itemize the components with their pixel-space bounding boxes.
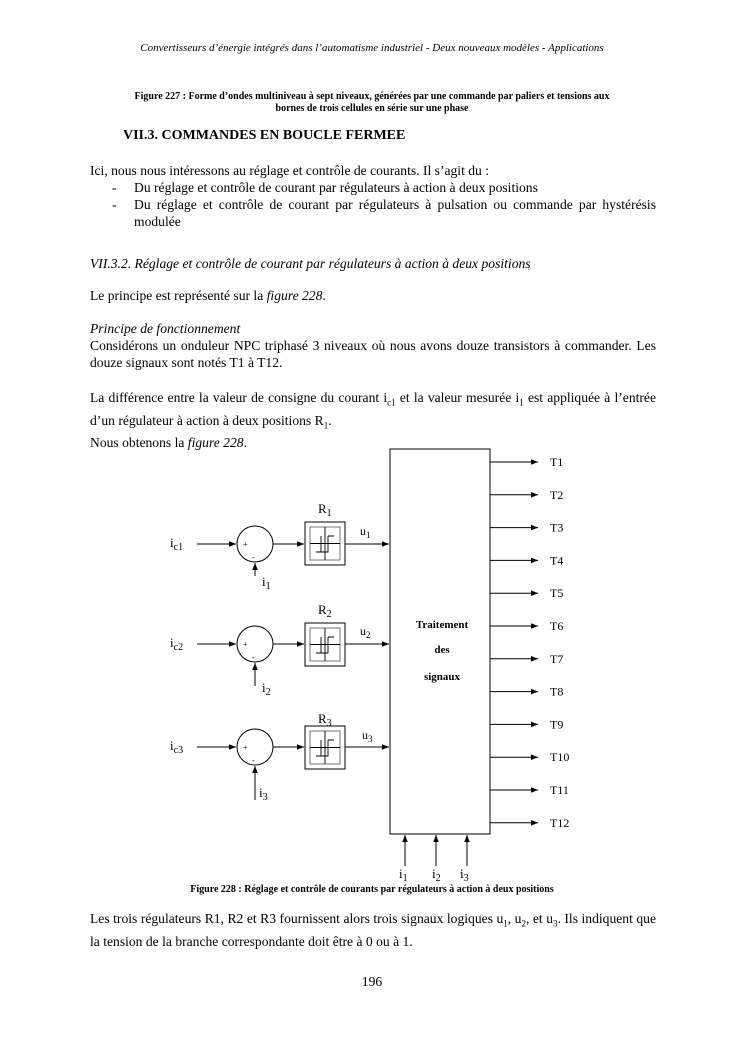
running-header: Convertisseurs d’énergie intégrés dans l’automatisme industriel - Deux nouveaux modèles - Applications <box>140 42 604 54</box>
signal-processing-block <box>390 449 490 834</box>
output-label-t1: T1 <box>550 455 564 469</box>
list-item: - Du réglage et contrôle de courant par régulateurs à action à deux positions <box>90 179 656 196</box>
obtain-text: Nous obtenons la <box>90 435 188 451</box>
symbol-r-sub: 1 <box>323 420 329 431</box>
channel-2 <box>170 602 389 698</box>
output-signals <box>490 455 569 830</box>
block-label-line-3: signaux <box>423 671 461 683</box>
operation-heading: Principe de fonctionnement <box>90 321 241 336</box>
difference-text: . <box>328 412 332 428</box>
output-label-t11: T11 <box>550 783 569 797</box>
conclusion-text: Les trois régulateurs R1, R2 et R3 fournissent alors trois signaux logiques u <box>90 911 504 926</box>
bottom-inputs <box>399 835 469 884</box>
conclusion-text: . Ils indiquent que la tension de la branche correspondante doit être à 0 ou à 1. <box>90 911 656 949</box>
principle-text: Le principe est représenté sur la <box>90 288 267 303</box>
plus-sign: + <box>243 540 248 549</box>
output-label-t6: T6 <box>550 619 564 633</box>
output-label-t12: T12 <box>550 815 570 830</box>
operation-text: Considérons un onduleur NPC triphasé 3 niveaux où nous avons douze transistors à commander. Les douze signaux sont notés T1 à T12. <box>90 338 656 370</box>
channel-3 <box>170 711 389 803</box>
figure-reference: figure 228 <box>266 288 323 303</box>
output-label-t2: T2 <box>550 487 564 502</box>
symbol-r: R <box>314 412 324 428</box>
block-label-line-1: Traitement <box>415 619 469 631</box>
figure-227-caption-line-1: Figure 227 : Forme d’ondes multiniveau à sept niveaux, générées par une commande par paliers et tensions aux <box>134 91 610 102</box>
input-i2-label: $i_2$ <box>432 866 441 884</box>
output-label-t3: T3 <box>550 520 564 535</box>
input-i3-label: $i_3$ <box>460 866 469 884</box>
input-i1-label: $i_1$ <box>399 866 408 884</box>
plus-sign: + <box>243 640 248 649</box>
setpoint-ic1-label: $i_{c1}$ <box>170 535 184 553</box>
minus-sign: - <box>252 653 255 662</box>
signal-u1-label: $u_1$ <box>360 524 371 540</box>
output-label-t5: T5 <box>550 586 564 601</box>
difference-text: et la valeur mesurée <box>395 390 516 405</box>
plus-sign: + <box>243 743 248 752</box>
minus-sign: - <box>252 553 255 562</box>
page-number: 196 <box>361 974 383 989</box>
conclusion-text: , et u <box>525 911 553 926</box>
list-item: - Du réglage et contrôle de courant par régulateurs à pulsation ou commande par hystérésis modulée <box>90 196 656 230</box>
output-label-t4: T4 <box>550 553 564 568</box>
difference-text: est appliquée à l’entrée d’un régulateur à action à deux positions <box>90 390 656 428</box>
block-label-line-2: des <box>434 644 450 656</box>
obtain-end: . <box>243 435 247 451</box>
intro-text: Ici, nous nous intéressons au réglage et contrôle de courants. Il s’agit du : <box>90 163 490 178</box>
figure-227-caption-line-2: bornes de trois cellules en série sur une phase <box>275 103 469 114</box>
subscript: 1 <box>503 918 508 929</box>
principle-end: . <box>322 288 326 303</box>
subsection-title: VII.3.2. Réglage et contrôle de courant par régulateurs à action à deux positions <box>90 256 531 271</box>
symbol-i: i <box>515 390 520 405</box>
figure-228-caption: Figure 228 : Réglage et contrôle de courants par régulateurs à action à deux positions <box>190 884 554 895</box>
setpoint-ic3-label: $i_{c3}$ <box>170 738 184 756</box>
channel-1 <box>170 501 389 592</box>
measure-i2-label: $i_2$ <box>262 680 271 698</box>
measure-i3-label: $i_3$ <box>259 785 268 803</box>
output-label-t9: T9 <box>550 717 564 732</box>
conclusion-paragraph <box>90 910 656 950</box>
regulator-r2-label: $R_2$ <box>318 602 332 620</box>
signal-u2-label: $u_2$ <box>360 624 371 640</box>
output-label-t8: T8 <box>550 684 564 699</box>
symbol-ic-sub: c1 <box>387 397 396 408</box>
output-label-t10: T10 <box>550 750 570 765</box>
symbol-ic: i <box>383 390 388 405</box>
symbol-i-sub: 1 <box>519 397 524 408</box>
figure-reference: figure 228 <box>187 435 244 451</box>
output-label-t7: T7 <box>550 651 564 666</box>
subscript: 2 <box>521 918 526 929</box>
difference-text: La différence entre la valeur de consigne du courant <box>90 390 384 405</box>
measure-i1-label: $i_1$ <box>262 574 271 592</box>
minus-sign: - <box>252 756 255 765</box>
signal-u3-label: $u_3$ <box>362 728 373 744</box>
section-title: VII.3. COMMANDES EN BOUCLE FERMEE <box>123 128 406 143</box>
setpoint-ic2-label: $i_{c2}$ <box>170 635 184 653</box>
subscript: 3 <box>553 918 558 929</box>
regulator-r3-label: $R_3$ <box>318 711 332 729</box>
regulator-r1-label: $R_1$ <box>318 501 332 519</box>
conclusion-text: , u <box>507 911 522 926</box>
